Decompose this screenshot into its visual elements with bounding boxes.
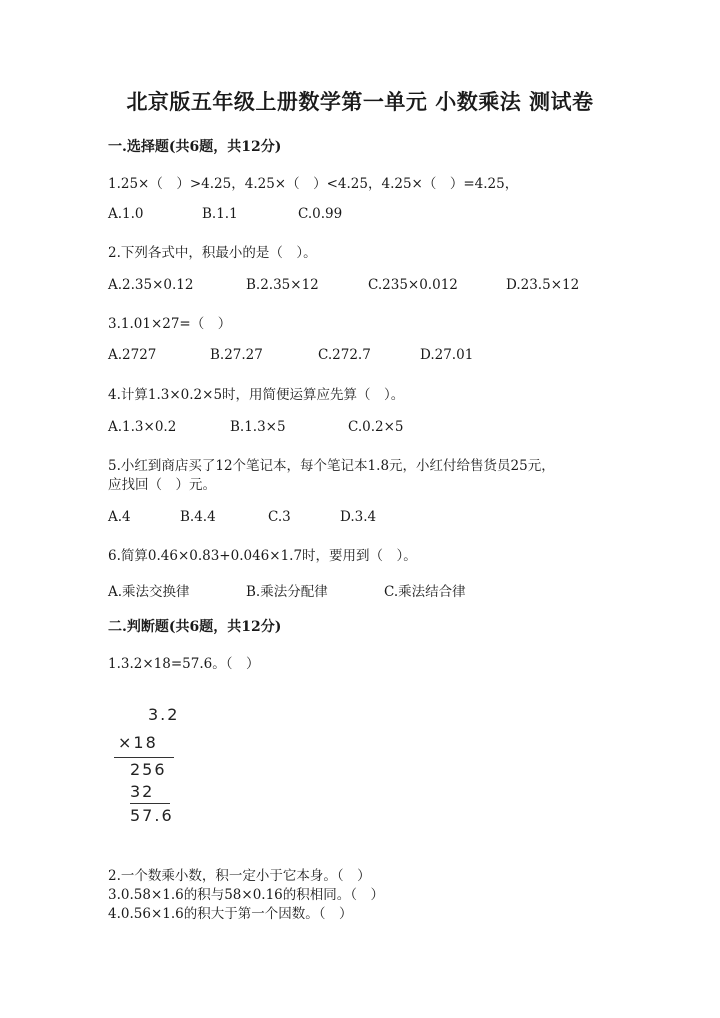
option-b: B.乘法分配律 xyxy=(246,584,328,600)
question-6: 6.简算0.46×0.83+0.046×1.7时，要用到（ ）。 xyxy=(108,548,417,564)
sum-line xyxy=(130,803,170,804)
option-c: C.235×0.012 xyxy=(368,277,458,293)
option-a: A.2727 xyxy=(108,347,157,363)
question-4-options xyxy=(108,419,628,437)
question-2: 2.下列各式中，积最小的是（ ）。 xyxy=(108,245,317,261)
question-3: 3.1.01×27=（ ） xyxy=(108,316,232,332)
judgement-2: 2.一个数乘小数，积一定小于它本身。（ ） xyxy=(108,868,371,884)
judgement-3: 3.0.58×1.6的积与58×0.16的积相同。（ ） xyxy=(108,887,385,903)
product-line xyxy=(114,757,174,758)
question-3-options xyxy=(108,347,628,365)
question-1: 1.25×（ ）>4.25，4.25×（ ）<4.25，4.25×（ ）=4.25， xyxy=(108,176,519,192)
multiplier: ×18 xyxy=(118,733,158,752)
multiplicand: 3.2 xyxy=(148,705,180,724)
question-4: 4.计算1.3×0.2×5时，用简便运算应先算（ ）。 xyxy=(108,387,405,403)
question-5-options xyxy=(108,509,628,527)
option-c: C.乘法结合律 xyxy=(384,584,466,600)
partial-product-1: 256 xyxy=(130,760,167,779)
option-c: C.0.2×5 xyxy=(348,419,404,435)
option-b: B.4.4 xyxy=(180,509,216,525)
section-heading-true-false: 二.判断题(共6题，共12分) xyxy=(108,619,282,635)
option-a: A.1.3×0.2 xyxy=(108,419,177,435)
option-d: D.27.01 xyxy=(420,347,474,363)
page-title: 北京版五年级上册数学第一单元 小数乘法 测试卷 xyxy=(126,89,594,114)
option-b: B.27.27 xyxy=(210,347,263,363)
option-c: C.3 xyxy=(268,509,291,525)
section-heading-multiple-choice: 一.选择题(共6题，共12分) xyxy=(108,139,282,155)
question-6-options xyxy=(108,580,628,598)
option-a: A.乘法交换律 xyxy=(108,584,190,600)
option-a: A.4 xyxy=(108,509,131,525)
question-5-line-2: 应找回（ ）元。 xyxy=(108,477,216,493)
option-d: D.3.4 xyxy=(340,509,377,525)
partial-product-2: 32 xyxy=(130,782,155,801)
option-b: B.1.1 xyxy=(202,206,238,222)
option-a: A.2.35×0.12 xyxy=(108,277,194,293)
question-2-options xyxy=(108,277,628,295)
option-c: C.0.99 xyxy=(298,206,343,222)
judgement-1: 1.3.2×18=57.6。（ ） xyxy=(108,656,260,672)
question-1-options xyxy=(108,206,628,224)
judgement-4: 4.0.56×1.6的积大于第一个因数。（ ） xyxy=(108,906,353,922)
option-b: B.1.3×5 xyxy=(230,419,286,435)
question-5-line-1: 5.小红到商店买了12个笔记本，每个笔记本1.8元，小红付给售货员25元， xyxy=(108,458,555,474)
vertical-multiplication-figure xyxy=(100,700,220,830)
option-d: D.23.5×12 xyxy=(506,277,580,293)
option-c: C.272.7 xyxy=(318,347,371,363)
final-product: 57.6 xyxy=(130,806,174,825)
option-b: B.2.35×12 xyxy=(246,277,319,293)
option-a: A.1.0 xyxy=(108,206,144,222)
